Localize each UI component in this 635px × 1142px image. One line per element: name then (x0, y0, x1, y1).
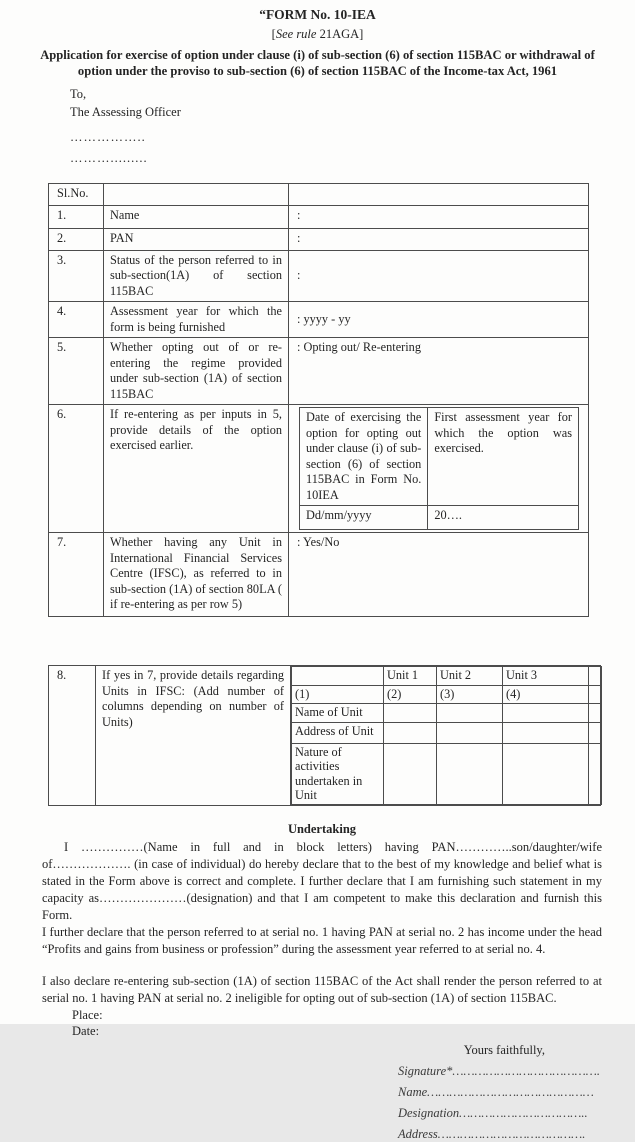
table-row-1-name (49, 205, 589, 228)
unit-name-value-1 (384, 703, 437, 722)
row1-label: Name (104, 205, 289, 228)
nested6-year-header: First assessment year for which the option was exercised. (428, 408, 579, 506)
nested6-date-value: Dd/mm/yyyy (300, 506, 428, 530)
unit-nature-value-3 (503, 743, 589, 804)
row7-value: : Yes/No (289, 533, 589, 617)
col-index-3: (3) (437, 686, 503, 704)
nested6-value-row (300, 506, 579, 530)
row3-value: : (289, 250, 589, 302)
rule-see-rule: See rule (275, 26, 317, 41)
row2-serial: 2. (49, 228, 104, 250)
closing-salutation: Yours faithfully, (463, 1043, 545, 1058)
table-row-5-opting (49, 338, 589, 405)
unit-nature-value-2 (437, 743, 503, 804)
empty-header-cell (289, 183, 589, 205)
undertaking-paragraph-3: I also declare re-entering sub-section (1A) of section 115BAC of the Act shall render the person referred to at serial no. 1 having PAN at serial no. 2 ineligible for opting out of sub-section (1A) of section 115BAC. (42, 974, 602, 1006)
row6-serial: 6. (49, 405, 104, 533)
row8-label: If yes in 7, provide details regarding Units in IFSC: (Add number of columns depending on number of Units) (96, 666, 291, 806)
unit-address-value-2 (437, 722, 503, 743)
row8-serial: 8. (49, 666, 96, 806)
col-index-1: (1) (292, 686, 384, 704)
row7-serial: 7. (49, 533, 104, 617)
ifsc-units-table (48, 665, 601, 806)
table-row-2-pan (49, 228, 589, 250)
undertaking-paragraph-1: I ……………(Name in full and in block letters) having PAN…………..son/daughter/wife of………………. (in case of individual) do hereby declare that to the best of my knowledge and belief what is stated in the Form above is correct and complete. I further declare that I am furnishing such statement in my capacity as…………………(designation) and that I am competent to make this declaration and furnish this Form. (42, 840, 602, 923)
address-dotted-line-2: ………......... (70, 150, 148, 165)
units-index-row (292, 686, 602, 704)
sl-no-header-cell: Sl.No. (49, 183, 104, 205)
address-dotted-line-1: …………….. (70, 130, 146, 145)
row7-label: Whether having any Unit in International Financial Services Centre (IFSC), as referred to in sub-section (1A) of section 80LA ( if re-entering as per row 5) (104, 533, 289, 617)
units-detail-table (291, 666, 602, 805)
unit2-header: Unit 2 (437, 667, 503, 686)
signer-designation-line: Designation…………………………….. (397, 1106, 588, 1121)
table-row-6-reentering-details (49, 405, 589, 533)
row4-serial: 4. (49, 302, 104, 338)
place-label: Place: (72, 1008, 103, 1023)
row5-label: Whether opting out of or re-entering the regime provided under sub-section (1A) of section 115BAC (104, 338, 289, 405)
signature-block (398, 1064, 600, 1142)
table-row-3-status (49, 250, 589, 302)
signature-line: Signature*…………………………………. (397, 1064, 600, 1079)
unit-nature-row (292, 743, 602, 804)
unit1-header: Unit 1 (384, 667, 437, 686)
unit-name-value-2 (437, 703, 503, 722)
unit-address-extra (589, 722, 602, 743)
unit-name-value-3 (503, 703, 589, 722)
unit-name-label: Name of Unit (292, 703, 384, 722)
addressee-block (70, 86, 635, 166)
col-index-4: (4) (503, 686, 589, 704)
undertaking-title: Undertaking (287, 821, 357, 836)
row8-nested-cell (291, 666, 601, 806)
unit-nature-extra (589, 743, 602, 804)
unit-address-value-1 (384, 722, 437, 743)
table-row-4-assessment-year (49, 302, 589, 338)
exercise-date-table (299, 407, 579, 530)
unit-nature-value-1 (384, 743, 437, 804)
signer-address-line: Address…………………………………. (397, 1127, 586, 1142)
unit-address-row (292, 722, 602, 743)
units-header-empty (292, 667, 384, 686)
row2-value: : (289, 228, 589, 250)
table-header-row (49, 183, 589, 205)
rule-number: 21AGA] (316, 26, 364, 41)
row4-label: Assessment year for which the form is being furnished (104, 302, 289, 338)
rule-reference (0, 26, 635, 42)
application-heading: Application for exercise of option under clause (i) of sub-section (6) of section 115BAC or withdrawal of option under the proviso to sub-section (6) of section 115BAC of the Income-tax Act, 1961 (40, 47, 595, 78)
signer-name-line: Name……………………………………… (397, 1085, 594, 1100)
units-header-extra (589, 667, 602, 686)
table-row-8-units (49, 666, 601, 806)
row6-label: If re-entering as per inputs in 5, provide details of the option exercised earlier. (104, 405, 289, 533)
unit3-header: Unit 3 (503, 667, 589, 686)
table-row-7-ifsc-unit (49, 533, 589, 617)
unit-name-extra (589, 703, 602, 722)
col-index-extra (589, 686, 602, 704)
undertaking-paragraph-2: I further declare that the person referred to at serial no. 1 having PAN at serial no. 2 has income under the head “Profits and gains from business or profession” during the assessment year referred to at serial no. 4. (42, 925, 602, 957)
unit-address-label: Address of Unit (292, 722, 384, 743)
main-form-table (48, 183, 589, 618)
row3-label: Status of the person referred to in sub-section(1A) of section 115BAC (104, 250, 289, 302)
undertaking-section (42, 821, 602, 1142)
unit-address-value-3 (503, 722, 589, 743)
nested6-year-value: 20…. (428, 506, 579, 530)
row4-value: : yyyy - yy (289, 302, 589, 338)
empty-header-cell (104, 183, 289, 205)
nested6-header-row (300, 408, 579, 506)
row2-label: PAN (104, 228, 289, 250)
assessing-officer-label: The Assessing Officer (70, 105, 181, 120)
nested6-date-header: Date of exercising the option for opting out under clause (i) of sub-section (6) of section 115BAC in Form No. 10IEA (300, 408, 428, 506)
row5-serial: 5. (49, 338, 104, 405)
unit-nature-label: Nature of activities undertaken in Unit (292, 743, 384, 804)
unit-name-row (292, 703, 602, 722)
row1-serial: 1. (49, 205, 104, 228)
rule-bracket-open: [ (271, 26, 276, 41)
date-label: Date: (72, 1024, 100, 1039)
row6-nested-cell (289, 405, 589, 533)
col-index-2: (2) (384, 686, 437, 704)
row5-value: : Opting out/ Re-entering (289, 338, 589, 405)
units-header-row (292, 667, 602, 686)
form-title: “FORM No. 10-IEA (259, 7, 376, 22)
to-label: To, (70, 86, 87, 101)
row1-value: : (289, 205, 589, 228)
row3-serial: 3. (49, 250, 104, 302)
